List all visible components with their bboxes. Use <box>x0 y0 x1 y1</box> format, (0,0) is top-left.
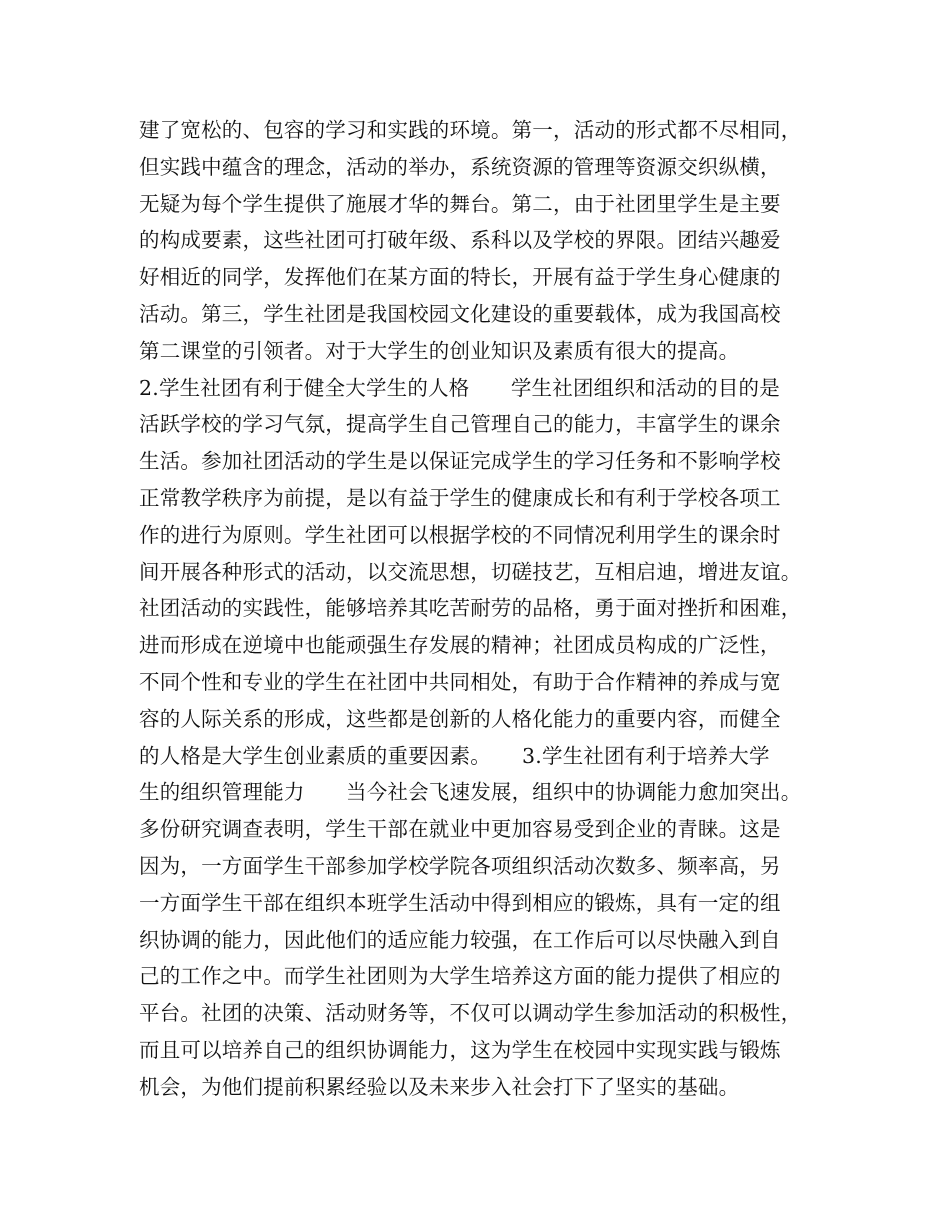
text-line: 而且可以培养自己的组织协调能力，这为学生在校园中实现实践与锻炼 <box>139 1037 781 1062</box>
text-line: 生的组织管理能力 当今社会飞速发展，组织中的协调能力愈加突出。 <box>139 780 802 805</box>
body-text <box>139 112 829 1106</box>
text-line: 活动。第三，学生社团是我国校园文化建设的重要载体，成为我国高校 <box>139 301 781 326</box>
text-line: 的人格是大学生创业素质的重要因素。 3.学生社团有利于培养大学 <box>139 743 770 768</box>
text-line: 社团活动的实践性，能够培养其吃苦耐劳的品格，勇于面对挫折和困难， <box>139 596 802 621</box>
text-line: 容的人际关系的形成，这些都是创新的人格化能力的重要内容，而健全 <box>139 706 781 731</box>
text-line: 活跃学校的学习气氛，提高学生自己管理自己的能力，丰富学生的课余 <box>139 412 781 437</box>
text-line: 机会，为他们提前积累经验以及未来步入社会打下了坚实的基础。 <box>139 1074 740 1099</box>
text-line: 一方面学生干部在组织本班学生活动中得到相应的锻炼，具有一定的组 <box>139 890 781 915</box>
text-line: 织协调的能力，因此他们的适应能力较强，在工作后可以尽快融入到自 <box>139 927 781 952</box>
text-line: 生活。参加社团活动的学生是以保证完成学生的学习任务和不影响学校 <box>139 449 781 474</box>
text-line: 因为，一方面学生干部参加学校学院各项组织活动次数多、频率高，另 <box>139 853 781 878</box>
text-line: 2.学生社团有利于健全大学生的人格 学生社团组织和活动的目的是 <box>139 375 780 400</box>
text-line: 但实践中蕴含的理念，活动的举办，系统资源的管理等资源交织纵横， <box>139 154 781 179</box>
text-line: 多份研究调查表明，学生干部在就业中更加容易受到企业的青睐。这是 <box>139 817 781 842</box>
text-line: 不同个性和专业的学生在社团中共同相处，有助于合作精神的养成与宽 <box>139 669 781 694</box>
text-line: 平台。社团的决策、活动财务等，不仅可以调动学生参加活动的积极性， <box>139 1001 802 1026</box>
text-line: 正常教学秩序为前提，是以有益于学生的健康成长和有利于学校各项工 <box>139 485 781 510</box>
text-line: 己的工作之中。而学生社团则为大学生培养这方面的能力提供了相应的 <box>139 964 781 989</box>
text-line: 好相近的同学，发挥他们在某方面的特长，开展有益于学生身心健康的 <box>139 265 781 290</box>
text-line: 的构成要素，这些社团可打破年级、系科以及学校的界限。团结兴趣爱 <box>139 228 781 253</box>
text-line: 建了宽松的、包容的学习和实践的环境。第一，活动的形式都不尽相同， <box>139 118 802 142</box>
text-line: 第二课堂的引领者。对于大学生的创业知识及素质有很大的提高。 <box>139 338 740 363</box>
text-line: 间开展各种形式的活动，以交流思想，切磋技艺，互相启迪，增进友谊。 <box>139 559 802 584</box>
text-line: 进而形成在逆境中也能顽强生存发展的精神；社团成员构成的广泛性， <box>139 633 781 658</box>
text-line: 作的进行为原则。学生社团可以根据学校的不同情况利用学生的课余时 <box>139 522 781 547</box>
text-line: 无疑为每个学生提供了施展才华的舞台。第二，由于社团里学生是主要 <box>139 191 781 216</box>
